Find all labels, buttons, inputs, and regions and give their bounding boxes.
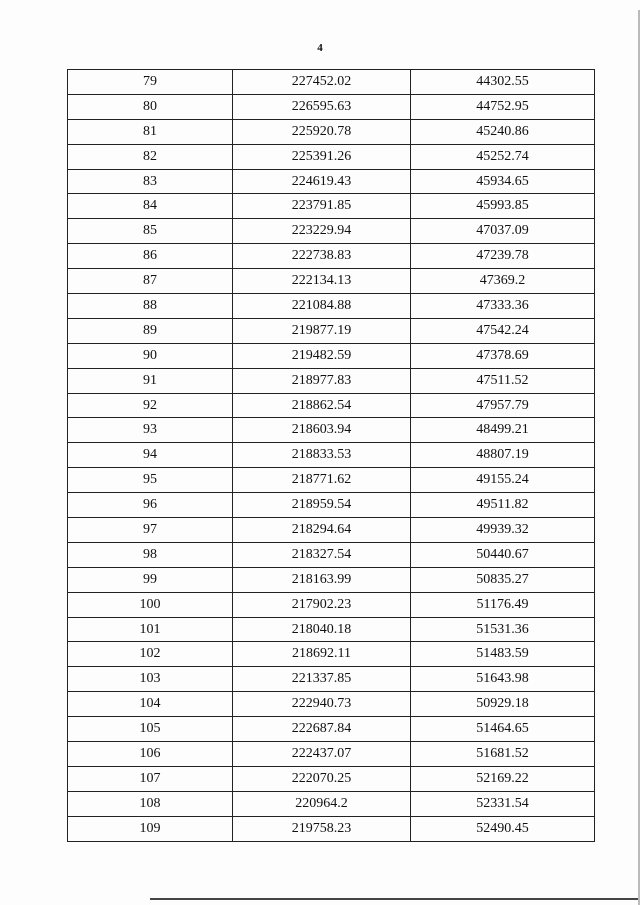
y-coordinate-cell: 52169.22	[411, 766, 595, 791]
x-coordinate-cell: 220964.2	[233, 791, 411, 816]
table-row	[68, 219, 595, 244]
x-coordinate-cell: 221337.85	[233, 667, 411, 692]
x-coordinate-cell: 219482.59	[233, 343, 411, 368]
point-number-cell: 109	[68, 816, 233, 841]
x-coordinate-cell: 223229.94	[233, 219, 411, 244]
x-coordinate-cell: 218603.94	[233, 418, 411, 443]
x-coordinate-cell: 225391.26	[233, 144, 411, 169]
point-number-cell: 83	[68, 169, 233, 194]
y-coordinate-cell: 45934.65	[411, 169, 595, 194]
table-row	[68, 617, 595, 642]
point-number-cell: 104	[68, 692, 233, 717]
point-number-cell: 105	[68, 717, 233, 742]
table-row	[68, 418, 595, 443]
table-row	[68, 567, 595, 592]
point-number-cell: 95	[68, 468, 233, 493]
y-coordinate-cell: 47542.24	[411, 318, 595, 343]
table-row	[68, 791, 595, 816]
x-coordinate-cell: 217902.23	[233, 592, 411, 617]
table-row	[68, 393, 595, 418]
point-number-cell: 100	[68, 592, 233, 617]
x-coordinate-cell: 226595.63	[233, 94, 411, 119]
point-number-cell: 86	[68, 244, 233, 269]
point-number-cell: 92	[68, 393, 233, 418]
table-row	[68, 294, 595, 319]
table-row	[68, 144, 595, 169]
point-number-cell: 79	[68, 70, 233, 95]
y-coordinate-cell: 47511.52	[411, 368, 595, 393]
point-number-cell: 91	[68, 368, 233, 393]
y-coordinate-cell: 48807.19	[411, 443, 595, 468]
y-coordinate-cell: 51643.98	[411, 667, 595, 692]
coordinate-table-body	[68, 70, 595, 842]
y-coordinate-cell: 50929.18	[411, 692, 595, 717]
x-coordinate-cell: 218959.54	[233, 493, 411, 518]
table-row	[68, 244, 595, 269]
table-row	[68, 194, 595, 219]
x-coordinate-cell: 224619.43	[233, 169, 411, 194]
x-coordinate-cell: 218862.54	[233, 393, 411, 418]
point-number-cell: 107	[68, 766, 233, 791]
x-coordinate-cell: 222687.84	[233, 717, 411, 742]
point-number-cell: 101	[68, 617, 233, 642]
table-row	[68, 717, 595, 742]
point-number-cell: 90	[68, 343, 233, 368]
x-coordinate-cell: 218977.83	[233, 368, 411, 393]
point-number-cell: 98	[68, 542, 233, 567]
x-coordinate-cell: 222070.25	[233, 766, 411, 791]
point-number-cell: 94	[68, 443, 233, 468]
y-coordinate-cell: 47333.36	[411, 294, 595, 319]
x-coordinate-cell: 218163.99	[233, 567, 411, 592]
x-coordinate-cell: 222738.83	[233, 244, 411, 269]
point-number-cell: 96	[68, 493, 233, 518]
point-number-cell: 103	[68, 667, 233, 692]
x-coordinate-cell: 221084.88	[233, 294, 411, 319]
point-number-cell: 93	[68, 418, 233, 443]
x-coordinate-cell: 225920.78	[233, 119, 411, 144]
x-coordinate-cell: 218327.54	[233, 542, 411, 567]
point-number-cell: 97	[68, 518, 233, 543]
y-coordinate-cell: 44302.55	[411, 70, 595, 95]
scan-edge-line	[150, 898, 640, 900]
point-number-cell: 99	[68, 567, 233, 592]
y-coordinate-cell: 47037.09	[411, 219, 595, 244]
y-coordinate-cell: 44752.95	[411, 94, 595, 119]
y-coordinate-cell: 45240.86	[411, 119, 595, 144]
table-row	[68, 642, 595, 667]
y-coordinate-cell: 49155.24	[411, 468, 595, 493]
x-coordinate-cell: 219877.19	[233, 318, 411, 343]
table-row	[68, 70, 595, 95]
x-coordinate-cell: 222134.13	[233, 269, 411, 294]
table-row	[68, 766, 595, 791]
table-row	[68, 468, 595, 493]
y-coordinate-cell: 51483.59	[411, 642, 595, 667]
table-row	[68, 742, 595, 767]
y-coordinate-cell: 49511.82	[411, 493, 595, 518]
x-coordinate-cell: 218833.53	[233, 443, 411, 468]
x-coordinate-cell: 223791.85	[233, 194, 411, 219]
table-row	[68, 493, 595, 518]
table-row	[68, 269, 595, 294]
x-coordinate-cell: 218294.64	[233, 518, 411, 543]
point-number-cell: 106	[68, 742, 233, 767]
table-row	[68, 119, 595, 144]
y-coordinate-cell: 47369.2	[411, 269, 595, 294]
table-row	[68, 518, 595, 543]
page-number: 4	[317, 42, 323, 54]
table-row	[68, 542, 595, 567]
y-coordinate-cell: 50835.27	[411, 567, 595, 592]
y-coordinate-cell: 45993.85	[411, 194, 595, 219]
y-coordinate-cell: 47378.69	[411, 343, 595, 368]
y-coordinate-cell: 50440.67	[411, 542, 595, 567]
y-coordinate-cell: 51176.49	[411, 592, 595, 617]
table-row	[68, 592, 595, 617]
table-row	[68, 169, 595, 194]
y-coordinate-cell: 51531.36	[411, 617, 595, 642]
x-coordinate-cell: 218692.11	[233, 642, 411, 667]
x-coordinate-cell: 227452.02	[233, 70, 411, 95]
point-number-cell: 102	[68, 642, 233, 667]
y-coordinate-cell: 48499.21	[411, 418, 595, 443]
table-row	[68, 816, 595, 841]
y-coordinate-cell: 49939.32	[411, 518, 595, 543]
table-row	[68, 692, 595, 717]
coordinate-table	[67, 69, 595, 842]
x-coordinate-cell: 222437.07	[233, 742, 411, 767]
y-coordinate-cell: 51464.65	[411, 717, 595, 742]
y-coordinate-cell: 51681.52	[411, 742, 595, 767]
point-number-cell: 85	[68, 219, 233, 244]
table-row	[68, 667, 595, 692]
table-row	[68, 343, 595, 368]
point-number-cell: 87	[68, 269, 233, 294]
y-coordinate-cell: 52331.54	[411, 791, 595, 816]
y-coordinate-cell: 45252.74	[411, 144, 595, 169]
point-number-cell: 89	[68, 318, 233, 343]
y-coordinate-cell: 47957.79	[411, 393, 595, 418]
point-number-cell: 82	[68, 144, 233, 169]
point-number-cell: 88	[68, 294, 233, 319]
table-row	[68, 443, 595, 468]
point-number-cell: 108	[68, 791, 233, 816]
y-coordinate-cell: 52490.45	[411, 816, 595, 841]
x-coordinate-cell: 219758.23	[233, 816, 411, 841]
x-coordinate-cell: 218040.18	[233, 617, 411, 642]
point-number-cell: 80	[68, 94, 233, 119]
point-number-cell: 81	[68, 119, 233, 144]
table-row	[68, 94, 595, 119]
point-number-cell: 84	[68, 194, 233, 219]
table-row	[68, 318, 595, 343]
table-row	[68, 368, 595, 393]
y-coordinate-cell: 47239.78	[411, 244, 595, 269]
x-coordinate-cell: 218771.62	[233, 468, 411, 493]
x-coordinate-cell: 222940.73	[233, 692, 411, 717]
